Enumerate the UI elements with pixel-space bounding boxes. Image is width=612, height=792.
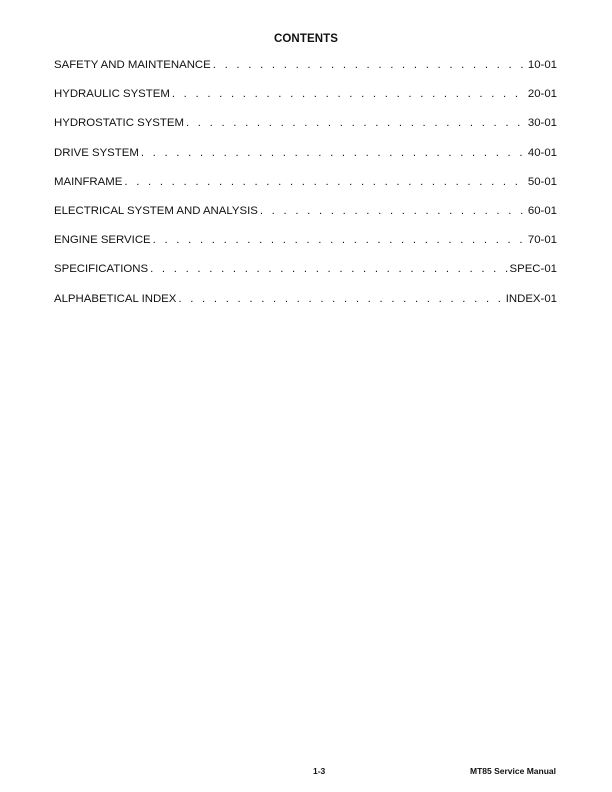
toc-entry-page: INDEX-01 [505, 292, 557, 305]
toc-entry-label: SAFETY AND MAINTENANCE [54, 59, 211, 71]
toc-leader-dots [172, 88, 526, 100]
toc-entry-page: 70-01 [527, 234, 557, 247]
toc-leader-dots [141, 147, 526, 159]
toc-entry-page: 40-01 [527, 146, 557, 159]
toc-leader-dots [186, 117, 526, 129]
toc-entry-label: DRIVE SYSTEM [54, 146, 139, 159]
toc-entry-hydrostatic-system[interactable] [54, 117, 557, 146]
toc-leader-dots [124, 176, 526, 188]
toc-entry-label: HYDRAULIC SYSTEM [54, 88, 170, 101]
toc-entry-label: ELECTRICAL SYSTEM AND ANALYSIS [54, 204, 258, 217]
toc-leader-dots [178, 293, 503, 305]
toc-leader-dots [150, 263, 507, 275]
toc-leader-dots [260, 205, 526, 217]
toc-entry-alphabetical-index[interactable] [54, 293, 557, 322]
toc-entry-drive-system[interactable] [54, 147, 557, 176]
toc-entry-engine-service[interactable] [54, 234, 557, 263]
toc-entry-page: 50-01 [527, 175, 557, 188]
toc-entry-hydraulic-system[interactable] [54, 88, 557, 117]
toc-entry-safety-and-maintenance[interactable] [54, 59, 557, 88]
toc-entry-label: SPECIFICATIONS [54, 263, 149, 276]
toc-entry-page: SPEC-01 [509, 263, 557, 276]
toc-entry-mainframe[interactable] [54, 176, 557, 205]
toc-entry-label: MAINFRAME [54, 175, 123, 188]
toc-entry-electrical-system-and-analysis[interactable] [54, 205, 557, 234]
toc-leader-dots [153, 234, 526, 246]
page-title: CONTENTS [273, 33, 339, 45]
toc-entry-page: 20-01 [527, 88, 557, 101]
toc-entry-label: ENGINE SERVICE [54, 234, 151, 247]
toc-entry-page: 60-01 [527, 204, 557, 217]
toc-leader-dots [213, 59, 526, 71]
toc-entry-page: 30-01 [527, 117, 557, 130]
toc-entry-label: HYDROSTATIC SYSTEM [54, 117, 184, 130]
footer-page-number: 1-3 [313, 766, 326, 776]
toc-entry-page: 10-01 [527, 59, 557, 71]
footer-manual-title: MT85 Service Manual [470, 766, 556, 776]
toc-entry-specifications[interactable] [54, 263, 557, 292]
toc-entry-label: ALPHABETICAL INDEX [54, 292, 177, 305]
table-of-contents [54, 59, 557, 322]
